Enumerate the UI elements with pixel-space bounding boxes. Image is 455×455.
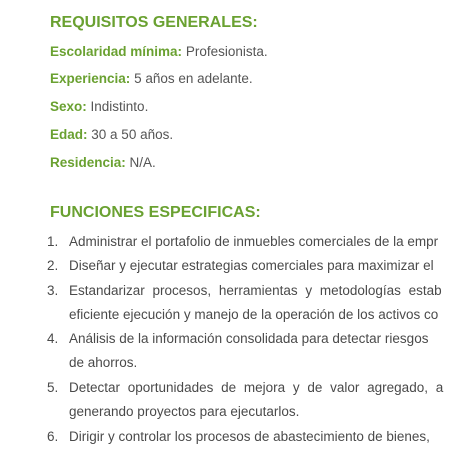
list-item-line: Dirigir y controlar los procesos de abastecimiento de bienes, xyxy=(69,429,430,444)
list-item-number: 3. xyxy=(47,283,59,298)
list-item-line: de ahorros. xyxy=(69,355,138,370)
field-sex-value: Indistinto. xyxy=(90,99,149,114)
field-education-value: Profesionista. xyxy=(185,44,268,59)
list-item-line: generando proyectos para ejecutarlos. xyxy=(69,404,300,419)
field-education xyxy=(50,44,268,59)
list-item-number: 1. xyxy=(47,234,59,249)
field-sex-label: Sexo: xyxy=(50,99,87,114)
field-age-value: 30 a 50 años. xyxy=(91,127,174,142)
list-item-line: Estandarizar procesos, herramientas y metodologías estab xyxy=(69,283,442,298)
list-item-number: 6. xyxy=(47,429,59,444)
list-item-line: Administrar el portafolio de inmuebles comerciales de la empr xyxy=(69,234,439,249)
field-experience xyxy=(50,71,253,86)
field-sex xyxy=(50,99,148,114)
field-residence-label: Residencia: xyxy=(50,155,126,170)
list-item-line: Diseñar y ejecutar estrategias comerciales para maximizar el xyxy=(69,258,434,273)
list-item-line: eficiente ejecución y manejo de la operación de los activos co xyxy=(69,307,439,322)
field-residence-value: N/A. xyxy=(129,155,156,170)
field-age-label: Edad: xyxy=(50,127,88,142)
field-education-label: Escolaridad mínima: xyxy=(50,44,183,59)
list-item-number: 4. xyxy=(47,331,59,346)
field-residence xyxy=(50,155,156,170)
list-item-line: Detectar oportunidades de mejora y de valor agregado, a xyxy=(69,380,444,395)
field-experience-label: Experiencia: xyxy=(50,71,131,86)
specific-functions-heading: FUNCIONES ESPECIFICAS: xyxy=(50,204,261,221)
field-age xyxy=(50,127,173,142)
field-experience-value: 5 años en adelante. xyxy=(134,71,253,86)
list-item-line: Análisis de la información consolidada para detectar riesgos xyxy=(69,331,429,346)
list-item-number: 2. xyxy=(47,258,59,273)
general-requirements-heading: REQUISITOS GENERALES: xyxy=(50,14,258,31)
list-item-number: 5. xyxy=(47,380,59,395)
